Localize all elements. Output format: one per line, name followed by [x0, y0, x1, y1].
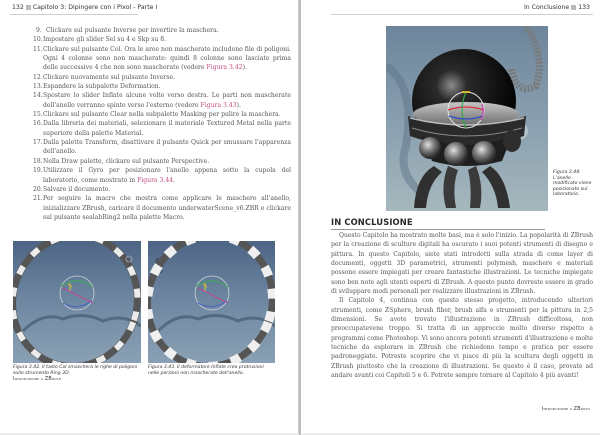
step-number: 15. [33, 111, 43, 119]
step-text: Dalla libreria dei materiali, selezionare il materiale Textured Metal nella parte superiore della palette Material. [43, 120, 291, 137]
step-text: Per seguire la macro che mostra come applicare le maschere all'anello, inizializzare ZBrush, caricare il documento underwaterScene_v6.ZBR e clickare sul pulsante sealabRing2 nella palette Macro. [43, 195, 291, 221]
list-item [33, 194, 291, 222]
book-title-footer: Introduzione a ZBrush [541, 407, 590, 412]
list-item [33, 119, 291, 138]
step-number: 12. [33, 73, 43, 81]
list-item [33, 26, 291, 35]
step-text: Dalla palette Transform, disattivare il pulsante Quick per smussare l'apparenza dell'anello. [43, 139, 291, 156]
step-number: 10. [33, 36, 43, 44]
step-number: 14. [33, 92, 43, 100]
chapter-title: Capitolo 3: Dipingere con i Pixol - Parte I [32, 4, 158, 11]
step-text: Nella Draw palette, clickare sul pulsante Perspective. [43, 157, 210, 165]
figure-reference-link[interactable]: Figura 3.42 [206, 64, 243, 72]
page-number: 132 [12, 4, 24, 11]
step-text: Clickare sul pulsante Clear nella subpalette Masking per pulire la maschera. [43, 111, 281, 119]
list-item [33, 91, 291, 110]
step-number: 18. [33, 157, 43, 165]
step-text [43, 45, 291, 73]
header-rule [10, 14, 138, 15]
figure-reference-link[interactable]: Figura 3.43 [200, 101, 237, 109]
list-item [33, 157, 291, 166]
step-number: 9. [36, 27, 42, 34]
figure-3-43-caption: Figura 3.43. Il deformatore Inflate crea protrusioni nelle porzioni non mascherate dell'anello. [148, 365, 264, 376]
step-number: 20. [33, 185, 43, 193]
list-item [33, 35, 291, 44]
conclusion-body [331, 231, 593, 381]
book-title-footer: Introduzione a ZBrush [13, 377, 62, 382]
step-text-part: . [173, 176, 176, 184]
separator-square-icon [571, 5, 576, 10]
section-heading: IN CONCLUSIONE [331, 217, 413, 227]
section-rule [331, 229, 545, 230]
header-rule [331, 14, 593, 15]
separator-square-icon [26, 5, 31, 10]
figure-reference-link[interactable]: Figura 3.44 [137, 176, 174, 184]
step-number: 11. [33, 45, 43, 53]
step-text [43, 91, 291, 110]
step-number: 19. [33, 167, 43, 175]
step-text: Clickare nuovamente sul pulsante Inverse. [43, 73, 176, 81]
step-text-part: Spostare lo slider Inflate alcune volte verso destra. Le parti non mascherate dell'anello verranno spinte verso l'esterno (vedere [43, 92, 291, 109]
list-item [33, 110, 291, 119]
figure-3-42-image [13, 241, 141, 363]
step-text: Salvare il documento. [43, 185, 111, 193]
step-text-part: ). [242, 64, 247, 72]
running-head-right [524, 4, 590, 11]
figure-3-42-caption: Figura 3.42. Il tasto Col smaschera le righe di poligoni sullo strumento Ring 3D. [13, 365, 138, 376]
step-text [43, 166, 291, 185]
list-item [33, 185, 291, 194]
step-number: 17. [33, 139, 43, 147]
step-text: Espandere la subpalette Deformation. [43, 83, 161, 91]
step-number: 13. [33, 83, 43, 91]
list-item [33, 82, 291, 91]
step-text: Impostare gli slider Sel su 4 e Skp su 8. [43, 36, 167, 44]
step-text-part: ). [236, 101, 241, 109]
list-item [33, 73, 291, 82]
list-item [33, 166, 291, 185]
step-text-part: Clickare sul pulsante Col. Ora le aree non mascherate includono file di poligoni. Ogni 4 colonne sono non mascherate: quindi 8 colonne sono lasciate prima delle successive 4 che non sono mascherate (vedere [43, 45, 291, 72]
list-item [33, 138, 291, 157]
step-list [33, 26, 291, 222]
paragraph: Questo Capitolo ha mostrato molte basi, ma è solo l'inizio. La popolarità di ZBrush per la creazione di sculture digitali ha oscurato i suoi potenti strumenti di disegno e pittura. In questo Capitolo, siete stati introdotti sulla strada di come layer di documenti, oggetti 3D parametrici, strumenti polymesh, maschere e materiali possono essere impiegati per creare fantastiche illustrazioni. Le tecniche impiegate sono ben note agli utenti esperti di ZBrush. A questo punto dovreste essere in grado di sviluppare modi personali per realizzare illustrazioni in ZBrush. [331, 232, 593, 296]
step-text: Clickare sul pulsante Inverse per invertire la maschera. [46, 27, 219, 34]
running-head-left [12, 4, 157, 11]
figure-3-44-caption: Figura 3.44. L'anello modificato viene posizionato sul laboratorio. [553, 170, 592, 198]
left-page [0, 0, 299, 433]
paragraph: Il Capitolo 4, continua con questo stesso progetto, introducendo ulteriori strumenti, come ZSphere, brush fiber, brush alfa e strumenti per la pittura in 2,5 dimensioni. Se avete trovato l'illustrazione in ZBrush difficoltosa, non preoccupatevene troppo. Si tratta di un approccio molto diverso rispetto a programmi come Photoshop. Vi sono ancora potenti strumenti d'illustrazione e molte tecniche da esplorare in ZBrush che richiedono tempo e pratica per essere padroneggiate. Potreste scoprire che vi piace di più la scultura degli oggetti in ZBrush piuttosto che la creazione di illustrazioni. Se questo è il caso, provate ad andare avanti coi Capitoli 5 e 6. Potrete sempre tornare al Capitolo 4 più avanti! [331, 297, 593, 380]
step-number: 16. [33, 120, 43, 128]
figure-3-43-image [148, 241, 275, 363]
section-running-title: In Conclusione [523, 4, 570, 11]
figure-3-44-image [386, 26, 548, 211]
step-text-part: Utilizzare il Gyro per posizionare l'anello appena sotto la cupola del laboratorio, come mostrato in [43, 167, 291, 184]
page-number: 133 [578, 4, 590, 11]
list-item [33, 45, 291, 73]
step-number: 21. [33, 195, 43, 203]
right-page [301, 0, 600, 433]
